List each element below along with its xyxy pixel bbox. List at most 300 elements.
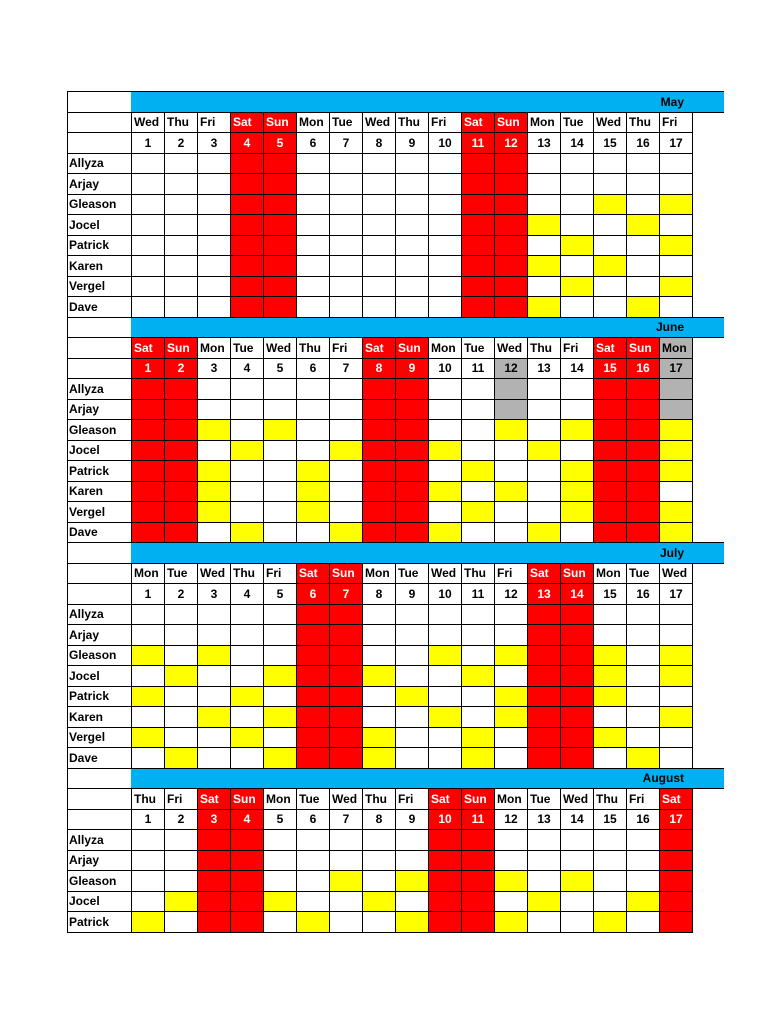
july-jocel-day-17 [659, 665, 693, 687]
august-arjay-day-7 [329, 850, 363, 872]
june-vergel-day-15 [593, 501, 627, 523]
june-vergel-day-4 [230, 501, 264, 523]
june-karen-day-13 [527, 481, 561, 503]
july-dave-day-7 [329, 747, 363, 769]
june-karen-day-14 [560, 481, 594, 503]
june-weekday-3: Mon [197, 337, 231, 359]
june-patrick-day-1 [131, 460, 165, 482]
july-patrick-day-4 [230, 686, 264, 708]
august-patrick-day-3 [197, 911, 231, 933]
june-jocel-day-1 [131, 440, 165, 462]
july-karen-day-14 [560, 706, 594, 728]
june-dave-day-7 [329, 522, 363, 544]
august-patrick-day-14 [560, 911, 594, 933]
august-jocel-day-1 [131, 891, 165, 913]
july-karen-day-7 [329, 706, 363, 728]
august-arjay-day-16 [626, 850, 660, 872]
july-weekday-10: Wed [428, 563, 462, 585]
june-vergel-day-11 [461, 501, 495, 523]
june-date-16: 16 [626, 358, 660, 380]
july-jocel-day-12 [494, 665, 528, 687]
may-vergel-day-6 [296, 276, 330, 298]
july-allyza-day-7 [329, 604, 363, 626]
july-allyza-day-12 [494, 604, 528, 626]
may-karen-day-16 [626, 255, 660, 277]
june-jocel-day-10 [428, 440, 462, 462]
july-arjay-day-2 [164, 624, 198, 646]
july-karen-day-13 [527, 706, 561, 728]
may-allyza-day-2 [164, 153, 198, 175]
june-person-patrick: Patrick [67, 460, 132, 482]
july-jocel-day-2 [164, 665, 198, 687]
august-weekday-9: Fri [395, 788, 429, 810]
august-jocel-day-7 [329, 891, 363, 913]
may-dave-day-9 [395, 296, 429, 318]
may-arjay-day-6 [296, 173, 330, 195]
may-patrick-day-3 [197, 235, 231, 257]
may-karen-day-13 [527, 255, 561, 277]
june-dave-day-9 [395, 522, 429, 544]
august-date-2: 2 [164, 809, 198, 831]
july-jocel-day-4 [230, 665, 264, 687]
august-allyza-day-14 [560, 829, 594, 851]
may-weekday-4: Sat [230, 112, 264, 134]
may-allyza-day-1 [131, 153, 165, 175]
june-allyza-day-14 [560, 378, 594, 400]
july-allyza-day-17 [659, 604, 693, 626]
july-gleason-day-10 [428, 645, 462, 667]
august-patrick-day-4 [230, 911, 264, 933]
june-allyza-day-5 [263, 378, 297, 400]
august-gleason-day-9 [395, 870, 429, 892]
july-person-vergel: Vergel [67, 727, 132, 749]
june-weekday-15: Sat [593, 337, 627, 359]
june-karen-day-12 [494, 481, 528, 503]
june-gleason-day-6 [296, 419, 330, 441]
july-vergel-day-13 [527, 727, 561, 749]
august-jocel-day-4 [230, 891, 264, 913]
august-allyza-day-15 [593, 829, 627, 851]
august-patrick-day-17 [659, 911, 693, 933]
july-jocel-day-5 [263, 665, 297, 687]
july-date-14: 14 [560, 583, 594, 605]
july-karen-day-3 [197, 706, 231, 728]
july-person-patrick: Patrick [67, 686, 132, 708]
august-gleason-day-11 [461, 870, 495, 892]
may-weekday-5: Sun [263, 112, 297, 134]
may-dave-day-17 [659, 296, 693, 318]
june-vergel-day-2 [164, 501, 198, 523]
august-date-17: 17 [659, 809, 693, 831]
august-date-15: 15 [593, 809, 627, 831]
july-corner-cell [67, 542, 132, 564]
july-arjay-day-14 [560, 624, 594, 646]
may-arjay-day-15 [593, 173, 627, 195]
june-karen-day-16 [626, 481, 660, 503]
june-date-6: 6 [296, 358, 330, 380]
july-date-6: 6 [296, 583, 330, 605]
june-jocel-day-12 [494, 440, 528, 462]
june-jocel-day-16 [626, 440, 660, 462]
august-allyza-day-4 [230, 829, 264, 851]
june-arjay-day-13 [527, 399, 561, 421]
may-person-arjay: Arjay [67, 173, 132, 195]
june-gleason-day-7 [329, 419, 363, 441]
july-patrick-day-3 [197, 686, 231, 708]
august-allyza-day-11 [461, 829, 495, 851]
may-vergel-day-13 [527, 276, 561, 298]
july-vergel-day-1 [131, 727, 165, 749]
july-patrick-day-11 [461, 686, 495, 708]
may-patrick-day-15 [593, 235, 627, 257]
may-vergel-day-16 [626, 276, 660, 298]
july-allyza-day-6 [296, 604, 330, 626]
july-allyza-day-2 [164, 604, 198, 626]
july-arjay-day-1 [131, 624, 165, 646]
august-date-label-cell [67, 809, 132, 831]
may-allyza-day-10 [428, 153, 462, 175]
may-date-15: 15 [593, 132, 627, 154]
august-date-9: 9 [395, 809, 429, 831]
july-patrick-day-16 [626, 686, 660, 708]
june-gleason-day-8 [362, 419, 396, 441]
july-person-gleason: Gleason [67, 645, 132, 667]
may-arjay-day-9 [395, 173, 429, 195]
july-dave-day-4 [230, 747, 264, 769]
august-allyza-day-12 [494, 829, 528, 851]
june-month-title: June [131, 317, 724, 339]
july-arjay-day-12 [494, 624, 528, 646]
june-dave-day-12 [494, 522, 528, 544]
may-dave-day-7 [329, 296, 363, 318]
may-arjay-day-14 [560, 173, 594, 195]
august-gleason-day-5 [263, 870, 297, 892]
june-jocel-day-7 [329, 440, 363, 462]
may-karen-day-14 [560, 255, 594, 277]
july-jocel-day-1 [131, 665, 165, 687]
august-patrick-day-15 [593, 911, 627, 933]
july-person-jocel: Jocel [67, 665, 132, 687]
may-patrick-day-2 [164, 235, 198, 257]
may-weekday-7: Tue [329, 112, 363, 134]
june-weekday-11: Tue [461, 337, 495, 359]
july-allyza-day-16 [626, 604, 660, 626]
may-date-13: 13 [527, 132, 561, 154]
july-dave-day-2 [164, 747, 198, 769]
may-date-1: 1 [131, 132, 165, 154]
may-corner-cell [67, 91, 132, 113]
may-date-5: 5 [263, 132, 297, 154]
june-gleason-day-12 [494, 419, 528, 441]
july-vergel-day-5 [263, 727, 297, 749]
june-karen-day-17 [659, 481, 693, 503]
august-gleason-day-6 [296, 870, 330, 892]
august-arjay-day-15 [593, 850, 627, 872]
may-karen-day-11 [461, 255, 495, 277]
july-weekday-4: Thu [230, 563, 264, 585]
june-weekday-17: Mon [659, 337, 693, 359]
july-dave-day-11 [461, 747, 495, 769]
july-gleason-day-5 [263, 645, 297, 667]
august-allyza-day-17 [659, 829, 693, 851]
june-date-5: 5 [263, 358, 297, 380]
june-karen-day-3 [197, 481, 231, 503]
june-arjay-day-6 [296, 399, 330, 421]
july-vergel-day-12 [494, 727, 528, 749]
july-karen-day-16 [626, 706, 660, 728]
june-date-17: 17 [659, 358, 693, 380]
august-arjay-day-10 [428, 850, 462, 872]
may-vergel-day-5 [263, 276, 297, 298]
july-jocel-day-8 [362, 665, 396, 687]
june-weekday-5: Wed [263, 337, 297, 359]
may-gleason-day-3 [197, 194, 231, 216]
july-arjay-day-16 [626, 624, 660, 646]
may-allyza-day-15 [593, 153, 627, 175]
june-allyza-day-12 [494, 378, 528, 400]
may-dave-day-10 [428, 296, 462, 318]
august-corner-cell [67, 768, 132, 790]
june-weekday-14: Fri [560, 337, 594, 359]
may-person-karen: Karen [67, 255, 132, 277]
may-gleason-day-9 [395, 194, 429, 216]
may-person-vergel: Vergel [67, 276, 132, 298]
may-patrick-day-6 [296, 235, 330, 257]
may-weekday-6: Mon [296, 112, 330, 134]
june-date-4: 4 [230, 358, 264, 380]
june-jocel-day-6 [296, 440, 330, 462]
july-date-11: 11 [461, 583, 495, 605]
may-allyza-day-3 [197, 153, 231, 175]
june-allyza-day-16 [626, 378, 660, 400]
may-jocel-day-3 [197, 214, 231, 236]
july-arjay-day-7 [329, 624, 363, 646]
june-vergel-day-13 [527, 501, 561, 523]
june-allyza-day-13 [527, 378, 561, 400]
may-patrick-day-4 [230, 235, 264, 257]
may-date-17: 17 [659, 132, 693, 154]
july-karen-day-6 [296, 706, 330, 728]
august-gleason-day-13 [527, 870, 561, 892]
july-jocel-day-11 [461, 665, 495, 687]
may-dave-day-3 [197, 296, 231, 318]
may-gleason-day-17 [659, 194, 693, 216]
june-person-gleason: Gleason [67, 419, 132, 441]
july-patrick-day-6 [296, 686, 330, 708]
july-patrick-day-15 [593, 686, 627, 708]
may-vergel-day-2 [164, 276, 198, 298]
june-dave-day-1 [131, 522, 165, 544]
may-patrick-day-16 [626, 235, 660, 257]
july-allyza-day-8 [362, 604, 396, 626]
may-date-label-cell [67, 132, 132, 154]
july-gleason-day-14 [560, 645, 594, 667]
august-jocel-day-12 [494, 891, 528, 913]
june-dave-day-13 [527, 522, 561, 544]
may-date-6: 6 [296, 132, 330, 154]
june-jocel-day-9 [395, 440, 429, 462]
may-weekday-16: Thu [626, 112, 660, 134]
may-arjay-day-5 [263, 173, 297, 195]
may-dave-day-11 [461, 296, 495, 318]
august-allyza-day-7 [329, 829, 363, 851]
july-weekday-14: Sun [560, 563, 594, 585]
june-jocel-day-15 [593, 440, 627, 462]
august-patrick-day-16 [626, 911, 660, 933]
july-weekday-3: Wed [197, 563, 231, 585]
may-dave-day-14 [560, 296, 594, 318]
may-date-10: 10 [428, 132, 462, 154]
may-arjay-day-10 [428, 173, 462, 195]
july-arjay-day-8 [362, 624, 396, 646]
august-allyza-day-3 [197, 829, 231, 851]
june-patrick-day-13 [527, 460, 561, 482]
august-jocel-day-16 [626, 891, 660, 913]
july-patrick-day-13 [527, 686, 561, 708]
july-patrick-day-1 [131, 686, 165, 708]
june-patrick-day-11 [461, 460, 495, 482]
june-arjay-day-8 [362, 399, 396, 421]
june-gleason-day-3 [197, 419, 231, 441]
june-karen-day-8 [362, 481, 396, 503]
may-dave-day-4 [230, 296, 264, 318]
june-karen-day-4 [230, 481, 264, 503]
july-gleason-day-7 [329, 645, 363, 667]
june-karen-day-10 [428, 481, 462, 503]
august-allyza-day-13 [527, 829, 561, 851]
may-weekday-2: Thu [164, 112, 198, 134]
july-weekday-2: Tue [164, 563, 198, 585]
may-gleason-day-1 [131, 194, 165, 216]
may-allyza-day-9 [395, 153, 429, 175]
may-person-jocel: Jocel [67, 214, 132, 236]
july-weekday-16: Tue [626, 563, 660, 585]
june-jocel-day-5 [263, 440, 297, 462]
august-gleason-day-2 [164, 870, 198, 892]
august-date-3: 3 [197, 809, 231, 831]
july-patrick-day-14 [560, 686, 594, 708]
august-weekday-14: Wed [560, 788, 594, 810]
may-allyza-day-17 [659, 153, 693, 175]
june-karen-day-6 [296, 481, 330, 503]
june-weekday-9: Sun [395, 337, 429, 359]
may-jocel-day-10 [428, 214, 462, 236]
may-vergel-day-7 [329, 276, 363, 298]
june-vergel-day-7 [329, 501, 363, 523]
june-arjay-day-11 [461, 399, 495, 421]
august-date-1: 1 [131, 809, 165, 831]
august-jocel-day-3 [197, 891, 231, 913]
june-jocel-day-13 [527, 440, 561, 462]
august-gleason-day-14 [560, 870, 594, 892]
july-arjay-day-4 [230, 624, 264, 646]
july-allyza-day-4 [230, 604, 264, 626]
may-allyza-day-11 [461, 153, 495, 175]
june-weekday-7: Fri [329, 337, 363, 359]
july-date-4: 4 [230, 583, 264, 605]
june-weekday-label-cell [67, 337, 132, 359]
august-arjay-day-8 [362, 850, 396, 872]
june-person-dave: Dave [67, 522, 132, 544]
july-karen-day-9 [395, 706, 429, 728]
may-patrick-day-13 [527, 235, 561, 257]
may-karen-day-6 [296, 255, 330, 277]
may-gleason-day-11 [461, 194, 495, 216]
may-allyza-day-4 [230, 153, 264, 175]
july-arjay-day-10 [428, 624, 462, 646]
may-dave-day-5 [263, 296, 297, 318]
july-vergel-day-2 [164, 727, 198, 749]
august-arjay-day-14 [560, 850, 594, 872]
july-dave-day-6 [296, 747, 330, 769]
august-patrick-day-10 [428, 911, 462, 933]
may-gleason-day-12 [494, 194, 528, 216]
july-patrick-day-8 [362, 686, 396, 708]
august-gleason-day-1 [131, 870, 165, 892]
august-date-7: 7 [329, 809, 363, 831]
august-weekday-6: Tue [296, 788, 330, 810]
june-arjay-day-12 [494, 399, 528, 421]
july-karen-day-5 [263, 706, 297, 728]
august-patrick-day-6 [296, 911, 330, 933]
may-jocel-day-1 [131, 214, 165, 236]
june-date-2: 2 [164, 358, 198, 380]
may-gleason-day-10 [428, 194, 462, 216]
august-jocel-day-2 [164, 891, 198, 913]
july-vergel-day-8 [362, 727, 396, 749]
august-jocel-day-6 [296, 891, 330, 913]
august-arjay-day-9 [395, 850, 429, 872]
june-karen-day-2 [164, 481, 198, 503]
june-gleason-day-9 [395, 419, 429, 441]
june-vergel-day-17 [659, 501, 693, 523]
june-dave-day-5 [263, 522, 297, 544]
june-gleason-day-15 [593, 419, 627, 441]
may-date-9: 9 [395, 132, 429, 154]
june-date-9: 9 [395, 358, 429, 380]
august-gleason-day-8 [362, 870, 396, 892]
june-patrick-day-2 [164, 460, 198, 482]
may-gleason-day-16 [626, 194, 660, 216]
august-jocel-day-15 [593, 891, 627, 913]
august-patrick-day-5 [263, 911, 297, 933]
may-vergel-day-12 [494, 276, 528, 298]
june-vergel-day-9 [395, 501, 429, 523]
june-weekday-6: Thu [296, 337, 330, 359]
june-person-vergel: Vergel [67, 501, 132, 523]
may-vergel-day-10 [428, 276, 462, 298]
august-arjay-day-17 [659, 850, 693, 872]
june-arjay-day-2 [164, 399, 198, 421]
july-weekday-6: Sat [296, 563, 330, 585]
july-month-title: July [131, 542, 724, 564]
august-patrick-day-7 [329, 911, 363, 933]
may-arjay-day-8 [362, 173, 396, 195]
june-arjay-day-16 [626, 399, 660, 421]
may-jocel-day-7 [329, 214, 363, 236]
june-weekday-16: Sun [626, 337, 660, 359]
august-allyza-day-16 [626, 829, 660, 851]
june-date-3: 3 [197, 358, 231, 380]
may-weekday-13: Mon [527, 112, 561, 134]
july-jocel-day-3 [197, 665, 231, 687]
july-date-3: 3 [197, 583, 231, 605]
may-weekday-17: Fri [659, 112, 693, 134]
june-patrick-day-8 [362, 460, 396, 482]
august-weekday-7: Wed [329, 788, 363, 810]
may-weekday-3: Fri [197, 112, 231, 134]
august-person-arjay: Arjay [67, 850, 132, 872]
